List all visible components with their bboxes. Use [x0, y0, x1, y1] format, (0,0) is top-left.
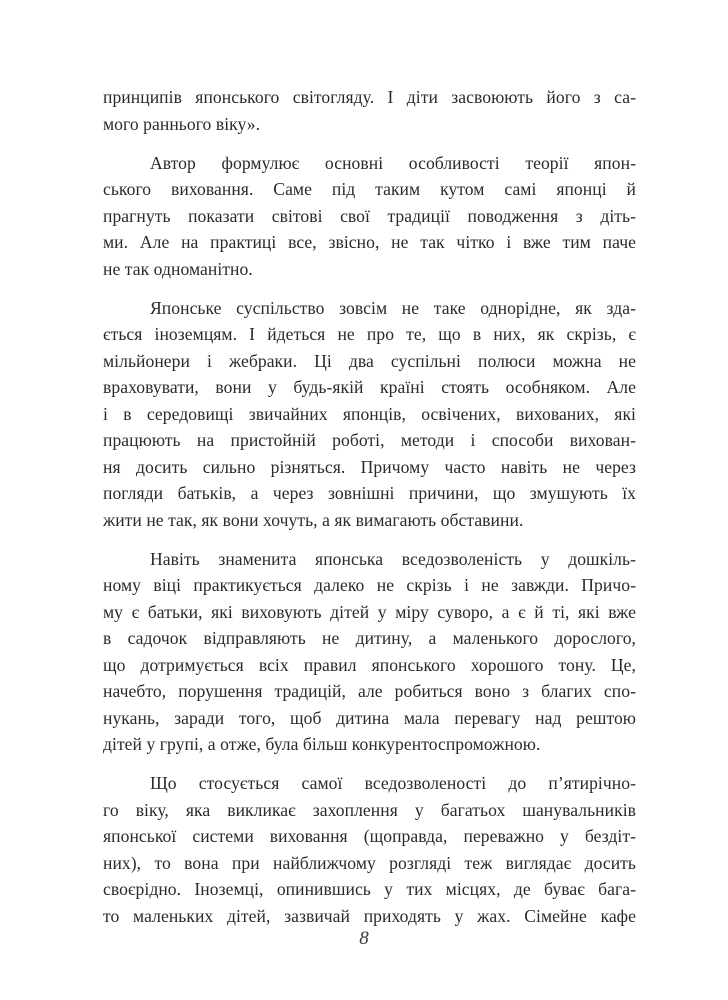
text-line: японської системи виховання (щоправда, переважно у бездіт-: [103, 826, 636, 846]
text-line: дітей у групі, а отже, була більш конкурентоспроможною.: [103, 734, 541, 754]
text-line: Автор формулює основні особливості теорії япон-: [150, 152, 636, 173]
text-line: ється іноземцям. І йдеться не про те, що в них, як скрізь, є: [103, 324, 636, 344]
paragraph: [103, 770, 636, 929]
paragraph: [103, 84, 636, 137]
text-line: принципів японського світогляду. І діти засвоюють його з са-: [103, 87, 636, 107]
text-line: то маленьких дітей, зазвичай приходять у жах. Сімейне кафе: [103, 905, 636, 926]
text-line: ми. Але на практиці все, звісно, не так чітко і вже тим паче: [103, 232, 636, 252]
text-line: ня досить сильно різняться. Причому часто навіть не через: [103, 456, 636, 477]
text-line: Що стосується самої вседозволеності до п’ятирічно-: [150, 773, 636, 793]
text-line: нукань, заради того, щоб дитина мала перевагу над рештою: [103, 707, 636, 728]
paragraph: [103, 295, 636, 534]
text-line: Японське суспільство зовсім не таке однорідне, як зда-: [150, 297, 636, 318]
text-line: погляди батьків, а через зовнішні причини, що змушують їх: [103, 483, 636, 503]
text-line: прагнуть показати світові свої традиції поводження з діть-: [103, 205, 636, 226]
text-line: і в середовищі звичайних японців, освічених, вихованих, які: [103, 403, 636, 424]
text-line: Навіть знаменита японська вседозволеність у дошкіль-: [150, 548, 636, 569]
paragraph: [103, 546, 636, 758]
text-line: мого раннього віку».: [103, 113, 261, 134]
text-line: го віку, яка викликає захоплення у багатьох шанувальників: [103, 799, 636, 820]
text-line: враховувати, вони у будь-якій країні стоять особняком. Але: [103, 377, 636, 397]
text-line: не так одноманітно.: [103, 258, 253, 279]
text-line: що дотримується всіх правил японського хорошого тону. Це,: [103, 654, 636, 675]
text-line: них), то вона при найближчому розгляді теж виглядає досить: [103, 852, 636, 873]
text-line: жити не так, як вони хочуть, а як вимагають обставини.: [103, 509, 524, 530]
text-line: му є батьки, які виховують дітей у міру суворо, а є й ті, які вже: [103, 601, 636, 622]
page-number: 8: [359, 928, 369, 949]
paragraph: [103, 150, 636, 283]
text-line: своєрідно. Іноземці, опинившись у тих місцях, де буває бага-: [103, 879, 636, 899]
text-line: в садочок відправляють не дитину, а маленького дорослого,: [103, 628, 636, 648]
text-line: мільйонери і жебраки. Ці два суспільні полюси можна не: [103, 350, 636, 371]
text-line: працюють на пристойній роботі, методи і способи вихован-: [103, 430, 636, 450]
text-line: ського виховання. Саме під таким кутом самі японці й: [103, 179, 636, 199]
document-body: [103, 84, 636, 942]
text-line: ному віці практикується далеко не скрізь і не завжди. Причо-: [103, 575, 636, 595]
text-line: начебто, порушення традицій, але робиться воно з благих спо-: [103, 681, 636, 701]
